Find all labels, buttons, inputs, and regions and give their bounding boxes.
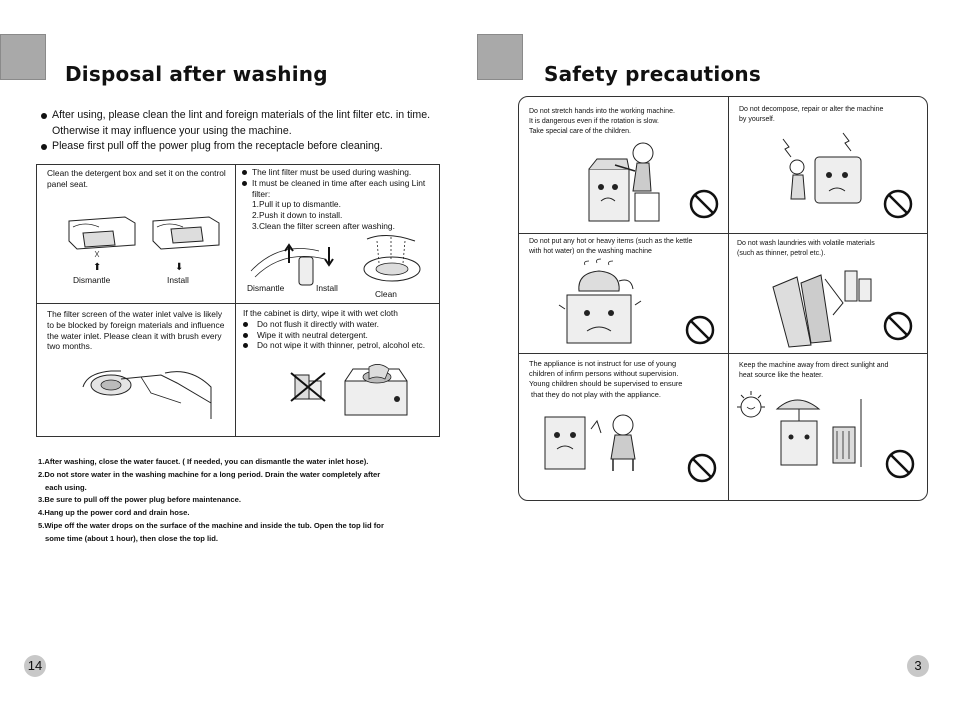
detergent-dismantle-label: Dismantle: [73, 275, 111, 285]
warning-sunlight-text: [739, 361, 925, 381]
detergent-box-install-illustration: [149, 211, 223, 257]
arrow-down-icon: ⬇: [175, 262, 184, 273]
warning-line: (such as thinner, petrol etc.).: [737, 250, 826, 258]
child-reaching-illustration: [585, 137, 665, 225]
inlet-filter-text: The filter screen of the water inlet valve is likely to be blocked by foreign materials and influence the water inlet. Please clean it with brush every two months.: [47, 309, 225, 352]
prohibited-icon: [883, 189, 913, 219]
intro-list: [40, 108, 460, 155]
left-page-number: 14: [24, 655, 46, 677]
cabinet-intro: If the cabinet is dirty, wipe it with wet cloth: [243, 308, 398, 318]
hot-kettle-illustration: [555, 261, 645, 347]
cabinet-text: [241, 308, 437, 351]
warning-line: Do not wash laundries with volatile materials: [737, 240, 875, 247]
warning-line: The appliance is not instruct for use of young: [529, 359, 677, 368]
no-thinner-icon: [289, 371, 327, 403]
cabinet-bullet: Wipe it with neutral detergent.: [241, 330, 437, 341]
detergent-box-text: Clean the detergent box and set it on the control panel seat.: [47, 168, 226, 189]
intro-item: Please first pull off the power plug from the receptacle before cleaning.: [40, 139, 460, 155]
warning-line: Do not stretch hands into the working machine.: [529, 108, 675, 115]
detergent-box-dismantle-illustration: [65, 211, 139, 257]
left-page-title: Disposal after washing: [65, 62, 328, 86]
note-line: 5.Wipe off the water drops on the surface of the machine and inside the tub. Open the top lid for: [38, 520, 384, 530]
lint-bullet: It must be cleaned in time after each using Lint filter:: [240, 178, 440, 200]
cabinet-bullet: Do not flush it directly with water.: [241, 319, 437, 330]
right-header-block: [477, 34, 523, 80]
prohibited-icon: [689, 189, 719, 219]
maintenance-notes: [38, 456, 438, 546]
warning-line: Take special care of the children.: [529, 128, 631, 136]
lint-step: 1.Pull it up to dismantle.: [252, 199, 341, 210]
warning-line: heat source like the heater.: [739, 372, 824, 380]
sun-heater-illustration: [737, 391, 871, 475]
arrow-up-icon: ⬆: [93, 262, 102, 273]
warning-line: It is dangerous even if the rotation is slow.: [529, 118, 659, 126]
note-line: each using.: [45, 482, 87, 492]
lint-filter-dismantle-illustration: [249, 241, 345, 287]
left-header-block: [0, 34, 46, 80]
children-play-illustration: [541, 409, 653, 473]
lint-filter-text: [240, 167, 440, 232]
cabinet-bullet: Do not wipe it with thinner, petrol, alcohol etc.: [241, 340, 437, 351]
right-page-number: 3: [907, 655, 929, 677]
inlet-filter-illustration: [81, 363, 215, 421]
right-page-title: Safety precautions: [544, 62, 761, 86]
warning-line: Keep the machine away from direct sunlight and: [739, 362, 889, 369]
intro-item: After using, please clean the lint and foreign materials of the lint filter etc. in time. Otherwise it may influence your using the machine.: [40, 108, 460, 139]
note-line: 1.After washing, close the water faucet. ( If needed, you can dismantle the water inlet hose).: [38, 457, 369, 466]
lint-step: 3.Clean the filter screen after washing.: [252, 220, 395, 231]
note-line: 2.Do not store water in the washing machine for a long period. Drain the water completely after: [38, 469, 381, 479]
cleaning-grid: [36, 164, 440, 437]
child-repair-illustration: [775, 127, 875, 211]
lint-clean-label: Clean: [375, 289, 397, 299]
prohibited-icon: [685, 315, 715, 345]
lint-dismantle-label: Dismantle: [247, 283, 285, 293]
warning-line: with hot water) on the washing machine: [529, 248, 652, 256]
warning-children-text: [529, 359, 725, 400]
warning-line: Young children should be supervised to ensure: [529, 379, 683, 389]
warning-hot-items-text: [529, 237, 725, 257]
warning-line: Do not decompose, repair or alter the machine: [739, 106, 884, 113]
warning-volatile-text: [737, 239, 925, 259]
note-line: 3.Be sure to pull off the power plug before maintenance.: [38, 495, 241, 505]
lint-bullet: The lint filter must be used during washing.: [240, 167, 440, 178]
prohibited-icon: [885, 449, 915, 479]
note-line: some time (about 1 hour), then close the top lid.: [45, 533, 218, 543]
warning-line: children of infirm persons without supervision.: [529, 369, 679, 379]
safety-grid: [518, 96, 928, 501]
prohibited-icon: [687, 453, 717, 483]
warning-repair-text: [739, 105, 925, 125]
warning-line: Do not put any hot or heavy items (such as the kettle: [529, 238, 693, 245]
warning-line: that they do not play with the appliance.: [529, 389, 661, 399]
lint-step: 2.Push it down to install.: [252, 210, 343, 221]
detergent-install-label: Install: [167, 275, 189, 285]
volatile-laundry-illustration: [767, 267, 873, 347]
warning-hands-text: [529, 107, 725, 138]
note-line: 4.Hang up the power cord and drain hose.: [38, 508, 190, 518]
lint-install-label: Install: [316, 283, 338, 293]
prohibited-icon: [883, 311, 913, 341]
lint-filter-clean-illustration: [357, 235, 427, 291]
warning-line: by yourself.: [739, 116, 775, 124]
cabinet-wipe-illustration: [339, 363, 415, 417]
